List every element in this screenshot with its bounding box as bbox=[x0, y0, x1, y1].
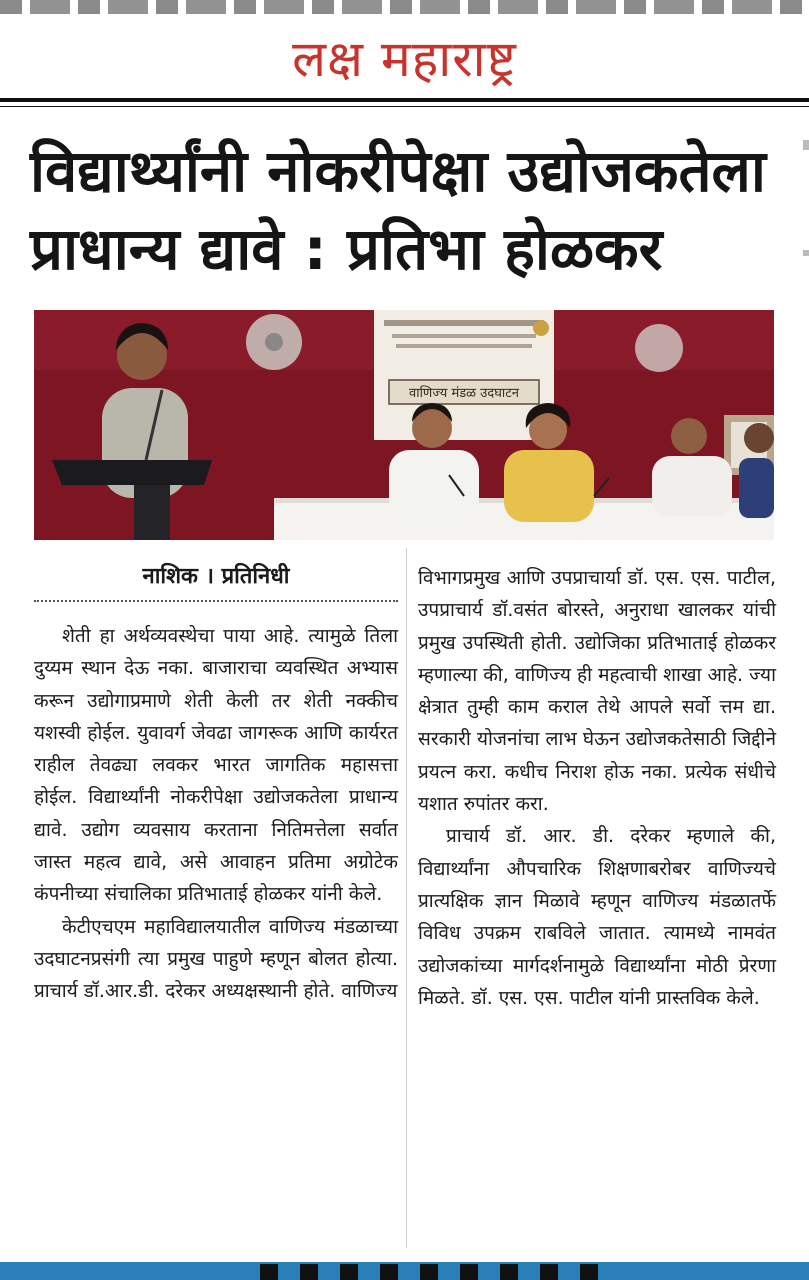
page-edge-mark bbox=[803, 140, 809, 150]
article-headline bbox=[30, 132, 790, 288]
page-edge-mark bbox=[803, 250, 809, 256]
byline: नाशिक । प्रतिनिधी bbox=[142, 564, 290, 589]
masthead-rule-thin bbox=[0, 106, 809, 107]
headline-line-2: प्राधान्य द्यावे : प्रतिभा होळकर bbox=[30, 215, 663, 283]
article-column-right bbox=[418, 562, 776, 1014]
column-divider bbox=[406, 548, 407, 1248]
previous-page-strip bbox=[0, 0, 809, 14]
article-column-left bbox=[34, 620, 398, 1008]
masthead-rule-thick bbox=[0, 98, 809, 102]
paragraph: प्राचार्य डॉ. आर. डी. दरेकर म्हणाले की, विद्यार्थ्यांना औपचारिक शिक्षणाबरोबर वाणिज्यचे प्रात्यक्षिक ज्ञान मिळावे म्हणून वाणिज्य मंडळातर्फे विविध उपक्रम राबविले जातात. त्यामध्ये नामवंत उद्योजकांच्या मार्गदर्शनामुळे विद्यार्थ्यांना मोठी प्रेरणा मिळते. डॉ. एस. एस. पाटील यांनी प्रास्तविक केले. bbox=[418, 825, 776, 1009]
event-photo-illustration bbox=[34, 310, 774, 540]
headline-line-1: विद्यार्थ्यांनी नोकरीपेक्षा उद्योजकतेला bbox=[30, 137, 766, 205]
next-headline-fragment bbox=[260, 1264, 600, 1280]
event-photo bbox=[34, 310, 774, 540]
publication-title: लक्ष महाराष्ट्र bbox=[292, 30, 517, 88]
byline-dotted-rule bbox=[34, 600, 398, 602]
paragraph: शेती हा अर्थव्यवस्थेचा पाया आहे. त्यामुळे तिला दुय्यम स्थान देऊ नका. बाजाराचा व्यवस्थित अभ्यास करून उद्योगाप्रमाणे शेती केली तर शेती नक्कीच यशस्वी होईल. युवावर्ग जेवढा जागरूक आणि कार्यरत राहील तेवढ्या लवकर भारत जागतिक महासत्ता होईल. विद्यार्थ्यांनी नोकरीपेक्षा उद्योजकतेला प्राधान्य द्यावे. उद्योग व्यवसाय करताना नितिमत्तेला सर्वात जास्त महत्व द्यावे, असे आवाहन प्रतिमा अग्रोटेक कंपनीच्या संचालिका प्रतिभाताई होळकर यांनी केले. bbox=[34, 625, 398, 906]
paragraph: केटीएचएम महाविद्यालयातील वाणिज्य मंडळाच्या उदघाटनप्रसंगी त्या प्रमुख पाहुणे म्हणून बोलत होत्या. प्राचार्य डॉ.आर.डी. दरेकर अध्यक्षस्थानी होते. वाणिज्य bbox=[34, 915, 398, 1003]
banner-text: वाणिज्य मंडळ उदघाटन bbox=[408, 386, 520, 401]
masthead bbox=[0, 22, 809, 92]
next-article-band bbox=[0, 1262, 809, 1280]
paragraph: विभागप्रमुख आणि उपप्राचार्या डॉ. एस. एस. पाटील, उपप्राचार्य डॉ.वसंत बोरस्ते, अनुराधा खालकर यांची प्रमुख उपस्थिती होती. उद्योजिका प्रतिभाताई होळकर म्हणाल्या की, वाणिज्य ही महत्वाची शाखा आहे. ज्या क्षेत्रात तुम्ही काम कराल तेथे आपले सर्वो त्तम द्या. सरकारी योजनांचा लाभ घेऊन उद्योजकतेसाठी जिद्दीने प्रयत्न करा. कधीच निराश होऊ नका. प्रत्येक संधीचे यशात रुपांतर करा. bbox=[418, 567, 776, 816]
